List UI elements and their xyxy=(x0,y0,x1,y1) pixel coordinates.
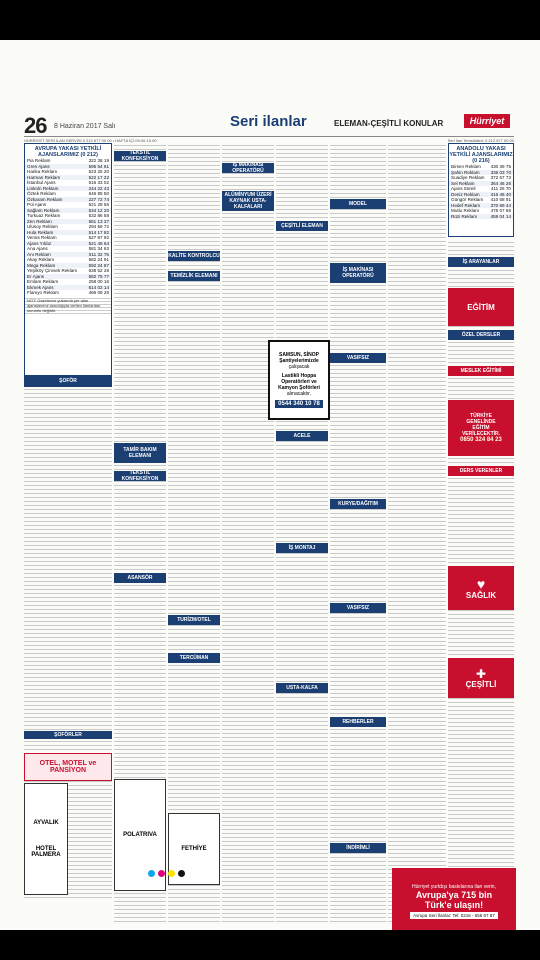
agency-phone: 638 52 28 xyxy=(88,268,109,274)
category-header: VASIFSIZ xyxy=(330,353,386,363)
agency-phone: 244 22 43 xyxy=(84,186,111,192)
agency-name: Sel Reklam xyxy=(449,181,488,187)
category-header: MODEL xyxy=(330,199,386,209)
ad-line: Lastikli Hoppa xyxy=(281,373,317,379)
agency-name: Özkaram Reklam xyxy=(25,197,84,203)
promo-contact: Avrupa Seri İlanlar: Tel: 0216 - 556 67 87 xyxy=(410,912,498,919)
agency-phone: 646 85 50 xyxy=(88,191,109,197)
fethiye-ad xyxy=(168,813,220,885)
yellow-registration-mark xyxy=(168,870,175,877)
promo-line: Hürriyet yurtdışı baskılarına ilan verin, xyxy=(412,883,496,890)
category-band xyxy=(448,658,514,698)
fethiye-label: FETHİYE xyxy=(181,846,207,852)
ad-line: Kamyon Şoförleri xyxy=(278,385,320,391)
ad-line: EĞİTİM xyxy=(472,425,490,431)
agency-phone: 227 72 74 xyxy=(84,197,111,203)
category-header: TAMİR BAKIM ELEMANI xyxy=(114,443,166,463)
band-label: İŞ ARAYANLAR xyxy=(462,259,500,265)
ad-line: GENELİNDE xyxy=(466,419,496,425)
agency-name: Güngör Reklam xyxy=(451,197,484,203)
agency-phone: 476 07 66 xyxy=(490,208,511,214)
ayvalik-ad xyxy=(24,783,68,895)
category-header: TERCÜMAN xyxy=(168,653,220,663)
category-band xyxy=(448,466,514,476)
hurriyet-abroad-promo xyxy=(392,868,516,930)
agency-name: Akay Reklam xyxy=(27,257,55,263)
avrupa-title: AVRUPA YAKASI YETKİLİ AJANSLARIMIZ (0 212) xyxy=(34,146,102,158)
agency-phone: 511 32 75 xyxy=(84,252,111,258)
agency-phone: 336 03 70 xyxy=(488,170,513,176)
classified-text-block xyxy=(330,143,386,923)
agency-phone: 364 46 26 xyxy=(488,181,513,187)
category-header: TEMİZLİK ELEMANI xyxy=(168,271,220,281)
agency-name: Suadiye Reklam xyxy=(451,175,485,181)
agency-name: Öztek Reklam xyxy=(27,191,56,197)
category-header: KALİTE KONTROLCU xyxy=(168,253,220,259)
category-header: İŞ MAKİNASI OPERATÖRÜ xyxy=(222,163,274,173)
agency-name: İstanbul Ajans xyxy=(27,180,56,186)
agency-phone: 614 02 14 xyxy=(84,285,111,291)
promo-headline: Türk'e ulaşın! xyxy=(424,899,484,910)
agency-name: Flamyo Reklam xyxy=(27,290,59,296)
ad-line: TÜRKİYE xyxy=(470,413,492,419)
agency-phone: 516 33 02 xyxy=(88,180,109,186)
turkey-education-ad xyxy=(448,400,514,456)
agency-phone: 522 17 22 xyxy=(84,175,111,181)
heart-icon: ♥ xyxy=(476,575,486,592)
agency-phone: 294 59 72 xyxy=(88,224,109,230)
agency-name: Sağlam Reklam xyxy=(25,208,84,214)
agency-name: Harika Reklam xyxy=(27,169,58,175)
promo-headline: Avrupa'ya 715 bin xyxy=(415,889,493,900)
column-3 xyxy=(168,143,220,923)
band-label: EĞİTİM xyxy=(467,302,495,312)
hurriyet-logo: Hürriyet xyxy=(464,114,510,128)
page-date: 8 Haziran 2017 Salı xyxy=(54,123,116,130)
column-2 xyxy=(114,143,166,923)
agency-phone: 632 86 58 xyxy=(88,213,109,219)
category-header: REHBERLER xyxy=(330,717,386,727)
category-header: ÇEŞİTLİ ELEMAN xyxy=(276,221,328,231)
agency-phone: 411 26 70 xyxy=(490,186,511,192)
agency-phone: 523 25 20 xyxy=(88,169,109,175)
agency-name: Emlam Reklam xyxy=(27,279,59,285)
agency-name: Harman Reklam xyxy=(25,175,84,181)
category-header: USTA-KALFA xyxy=(276,683,328,693)
header-right-note: Seri İlan Temsilcileri: 0 212 677 00 00 xyxy=(447,138,514,143)
ad-line: VERİLECEKTİR. xyxy=(461,431,501,437)
band-label: SAĞLIK xyxy=(465,590,497,600)
agency-name: Mutlu Reklam xyxy=(451,208,480,214)
band-label: MESLEK EĞİTİMİ xyxy=(460,368,502,374)
ad-line: çalışacak xyxy=(288,364,310,370)
category-header: İŞ MAKİNASI OPERATÖRÜ xyxy=(330,263,386,283)
agency-name: Venüs Reklam xyxy=(27,235,57,241)
agency-phone: 372 67 73 xyxy=(490,175,511,181)
agency-phone: 514 17 82 xyxy=(84,230,111,236)
samsun-job-ad xyxy=(268,340,330,420)
agency-name: Mega Reklam xyxy=(25,263,84,269)
agency-phone: 582 24 91 xyxy=(88,257,109,263)
category-header: KURYE/DAĞITIM xyxy=(330,499,386,509)
page-number: 26 xyxy=(24,113,47,138)
classified-text-block xyxy=(388,143,446,923)
agency-row xyxy=(449,197,513,203)
column-1 xyxy=(24,143,112,923)
polatriva-label: POLATRIVA xyxy=(123,832,157,838)
category-header: İŞ MONTAJ xyxy=(276,543,328,553)
agency-phone: 466 08 26 xyxy=(88,290,109,296)
agency-phone: 258 00 16 xyxy=(88,279,109,285)
agency-name: Birsen Reklam xyxy=(451,164,481,170)
agency-name: Ulusoy Reklam xyxy=(27,224,58,230)
agency-phone: 527 97 92 xyxy=(88,235,109,241)
agency-name: Şahin Reklam xyxy=(449,170,488,176)
agency-phone: 581 34 63 xyxy=(88,246,109,252)
category-band xyxy=(448,257,514,267)
magenta-registration-mark xyxy=(158,870,165,877)
category-band xyxy=(448,566,514,610)
plus-icon: ✚ xyxy=(475,666,487,681)
agency-name: Er Ajans xyxy=(25,274,84,280)
anadolu-agencies-box xyxy=(448,143,514,237)
category-band xyxy=(448,288,514,326)
header-info-line xyxy=(24,136,514,143)
agency-phone: 410 58 91 xyxy=(490,197,511,203)
section-title: Seri ilanlar xyxy=(230,113,307,130)
ayvalik-label: AYVALIK xyxy=(33,820,59,826)
agency-phone: 534 12 20 xyxy=(84,208,111,214)
agency-name: Hula Reklam xyxy=(25,230,84,236)
avrupa-note: NOT: Gazetemiz yukarıda yer alan ajanslarımız aracılığıyla verilen ilanlardan sorumlu değildir. xyxy=(25,296,111,314)
header-left-note: HÜRRİYET SERİ İLAN SERVİSİ 0 212 677 00 00 • HAFTA İÇİ 09.00-19.00 xyxy=(24,138,157,143)
agency-name: Deniz Reklam xyxy=(449,192,488,198)
category-header: TEKSTİL KONFEKSİYON xyxy=(114,471,166,481)
ad-line: Operatörleri ve xyxy=(281,379,317,385)
category-header: ALÜMİNYUM ÜZERİ KAYNAK USTA-KALFALARI xyxy=(222,191,274,211)
agency-name: Pia Reklam xyxy=(27,158,51,164)
agency-name: Ana Ajans xyxy=(27,246,48,252)
agency-name: Gren Ajans xyxy=(25,164,84,170)
category-band xyxy=(448,330,514,340)
category-header: ŞOFÖR xyxy=(24,375,112,387)
agency-name: Pol Ajans xyxy=(27,202,47,208)
agency-row xyxy=(449,175,513,181)
agency-phone: 521 28 56 xyxy=(88,202,109,208)
agency-row xyxy=(25,268,111,274)
column-6 xyxy=(330,143,386,923)
band-label: ÖZEL DERSLER xyxy=(461,332,501,338)
ad-line: alınacaktır. xyxy=(286,391,312,397)
agency-name: Ajans Yıldız xyxy=(25,241,84,247)
agency-phone: 592 24 87 xyxy=(84,263,111,269)
black-registration-mark xyxy=(178,870,185,877)
agency-phone: 430 39 75 xyxy=(490,164,511,170)
column-4 xyxy=(222,143,274,923)
ad-phone: 0850 324 84 23 xyxy=(460,437,502,443)
agency-name: Turkuaz Reklam xyxy=(27,213,61,219)
agency-name: Zen Reklam xyxy=(25,219,84,225)
agency-name: Linkoln Reklam xyxy=(25,186,84,192)
agency-phone: 561 13 37 xyxy=(84,219,111,225)
otel-banner-text: OTEL, MOTEL ve PANSİYON xyxy=(39,760,97,774)
agency-name: Ekmek Ajans xyxy=(25,285,84,291)
agency-phone: 322 38 19 xyxy=(88,158,109,164)
newspaper-page xyxy=(0,40,540,930)
agency-phone: 595 54 61 xyxy=(84,164,111,170)
column-5 xyxy=(276,143,328,923)
band-label: DERS VERENLER xyxy=(459,468,503,474)
agency-name: Hedef Reklam xyxy=(449,203,488,209)
ad-line: Şantiyelerimizde xyxy=(279,358,319,364)
agency-row xyxy=(449,214,513,220)
agency-name: Ajans Süreli xyxy=(451,186,476,192)
classified-text-block xyxy=(276,143,328,923)
agency-name: Rüzi Reklam xyxy=(449,214,488,220)
agency-name: Yeşilköy Çimsek Reklam xyxy=(27,268,78,274)
classified-text-block xyxy=(222,143,274,923)
category-header: VASIFSIZ xyxy=(330,603,386,613)
category-header: ASANSÖR xyxy=(114,573,166,583)
category-header: ACELE xyxy=(276,431,328,441)
agency-phone: 521 46 64 xyxy=(84,241,111,247)
category-header: TURİZM/OTEL xyxy=(168,615,220,625)
agency-phone: 416 46 40 xyxy=(488,192,513,198)
otel-ad-banner xyxy=(24,753,112,781)
agency-name: Anı Reklam xyxy=(25,252,84,258)
cyan-registration-mark xyxy=(148,870,155,877)
agency-phone: 459 04 14 xyxy=(488,214,513,220)
band-label: ÇEŞİTLİ xyxy=(465,679,497,689)
anadolu-title: ANADOLU YAKASI YETKİLİ AJANSLARIMIZ (0 216) xyxy=(449,146,513,164)
palmera-label: HOTEL PALMERA xyxy=(31,846,61,858)
avrupa-agency-table xyxy=(25,158,111,296)
avrupa-agencies-box xyxy=(24,143,112,377)
ad-phone: 0544 340 10 78 xyxy=(275,400,323,408)
section-subtitle: ELEMAN-ÇEŞİTLİ KONULAR xyxy=(334,119,444,128)
category-header: ŞOFÖRLER xyxy=(24,731,112,739)
ad-line: SAMSUN, SİNOP xyxy=(278,352,319,358)
category-header: TEKSTİL KONFEKSİYON xyxy=(114,151,166,161)
anadolu-agency-table xyxy=(449,164,513,219)
agency-phone: 370 69 44 xyxy=(488,203,513,209)
agency-phone: 582 75 77 xyxy=(84,274,111,280)
column-7 xyxy=(388,143,446,923)
category-band xyxy=(448,366,514,376)
category-header: İNDİRİMLİ xyxy=(330,843,386,853)
